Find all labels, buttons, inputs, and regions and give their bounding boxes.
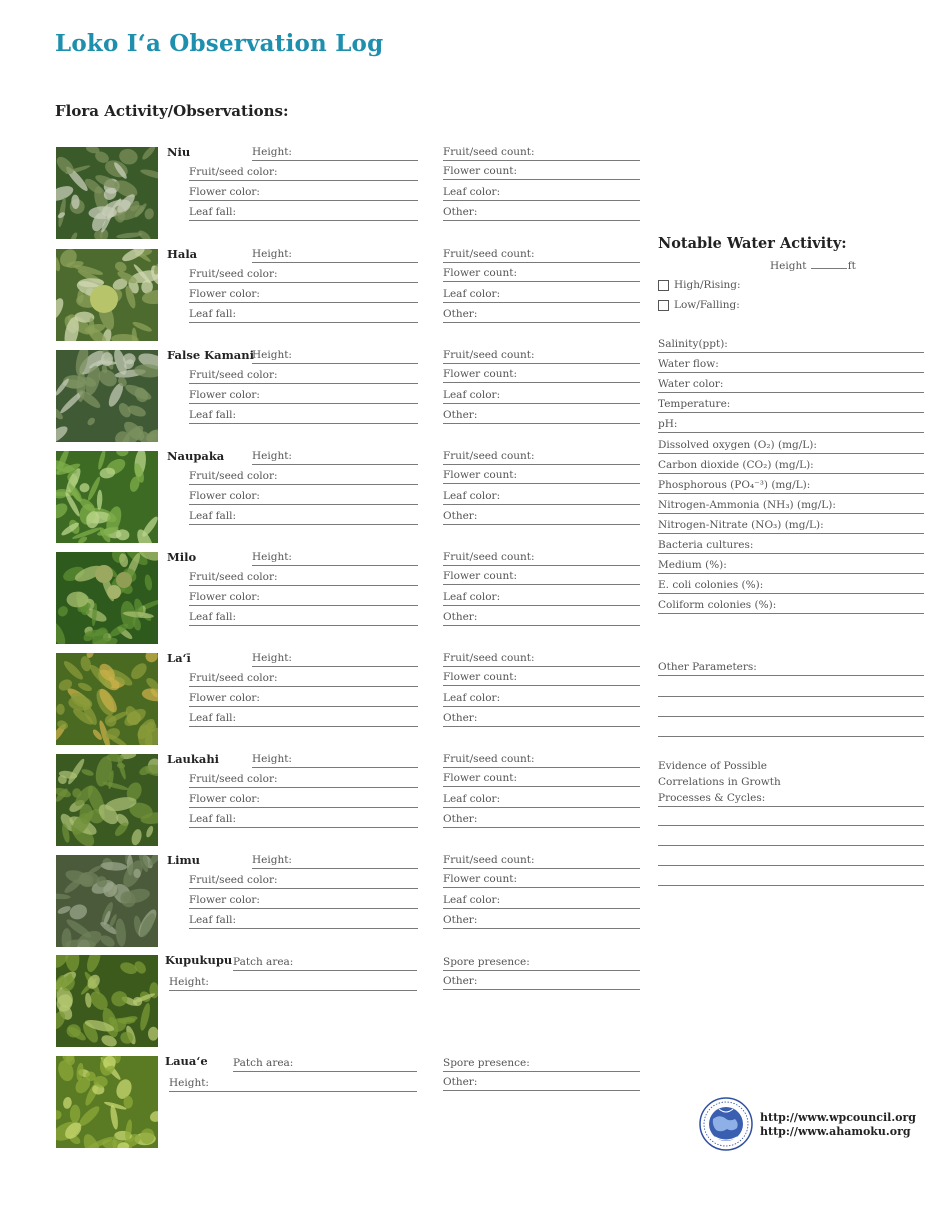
leaf-fall-field-label: Leaf fall: bbox=[189, 611, 237, 623]
evidence-line-1: Evidence of Possible bbox=[658, 760, 768, 772]
fruit-seed-color-field-label: Fruit/seed color: bbox=[189, 874, 278, 886]
other-field-label: Other: bbox=[443, 813, 478, 825]
height-field-label: Height: bbox=[252, 349, 292, 361]
fruit-seed-count-field[interactable] bbox=[443, 551, 640, 566]
flower-color-field-label: Flower color: bbox=[189, 389, 260, 401]
height-field-label: Height: bbox=[252, 248, 292, 260]
water-param-field[interactable] bbox=[658, 599, 924, 614]
evidence-line-3[interactable]: Processes & Cycles: bbox=[658, 790, 924, 807]
leaf-color-field-label: Leaf color: bbox=[443, 591, 501, 603]
patch-area-field-label: Patch area: bbox=[233, 956, 294, 968]
footer-urls bbox=[760, 1111, 916, 1139]
height-field-label: Height: bbox=[252, 146, 292, 158]
fruit-seed-color-field-label: Fruit/seed color: bbox=[189, 268, 278, 280]
flower-count-field[interactable] bbox=[443, 368, 640, 383]
fruit-seed-color-field[interactable] bbox=[189, 874, 418, 889]
leaf-color-field[interactable] bbox=[443, 894, 640, 909]
leaf-fall-field[interactable] bbox=[189, 914, 418, 929]
leaf-fall-field-label: Leaf fall: bbox=[189, 409, 237, 421]
other-field[interactable] bbox=[443, 308, 640, 323]
false-kamani-photo bbox=[56, 350, 158, 442]
flower-count-field-label: Flower count: bbox=[443, 570, 518, 582]
plant-name: Laua‘e bbox=[165, 1054, 208, 1068]
flower-color-field-label: Flower color: bbox=[189, 288, 260, 300]
other-field-label: Other: bbox=[443, 611, 478, 623]
low-falling-row bbox=[658, 299, 740, 313]
water-param-field[interactable] bbox=[658, 499, 924, 514]
fruit-seed-color-field[interactable] bbox=[189, 470, 418, 485]
plant-name: Naupaka bbox=[167, 449, 225, 463]
leaf-color-field[interactable] bbox=[443, 389, 640, 404]
evidence-line[interactable] bbox=[658, 831, 924, 846]
other-parameters-line[interactable] bbox=[658, 702, 924, 717]
fruit-seed-count-field-label: Fruit/seed count: bbox=[443, 450, 535, 462]
other-field[interactable] bbox=[443, 409, 640, 424]
spore-presence-field[interactable] bbox=[443, 1057, 640, 1072]
flower-color-field-label: Flower color: bbox=[189, 793, 260, 805]
flower-color-field[interactable] bbox=[189, 186, 418, 201]
evidence-line[interactable] bbox=[658, 871, 924, 886]
plant-name: Laukahi bbox=[167, 752, 220, 766]
flower-count-field[interactable] bbox=[443, 267, 640, 282]
leaf-color-field[interactable] bbox=[443, 288, 640, 303]
limu-photo bbox=[56, 855, 158, 947]
height-field[interactable] bbox=[169, 1077, 417, 1092]
fruit-seed-count-field-label: Fruit/seed count: bbox=[443, 146, 535, 158]
plant-name: Limu bbox=[167, 853, 200, 867]
leaf-fall-field[interactable] bbox=[189, 510, 418, 525]
water-param-field-label: Phosphorous (PO₄⁻³) (mg/L): bbox=[658, 478, 811, 491]
url-ahamoku[interactable]: http://www.ahamoku.org bbox=[760, 1125, 911, 1138]
water-param-field[interactable] bbox=[658, 378, 924, 393]
flower-count-field-label: Flower count: bbox=[443, 469, 518, 481]
water-param-field-label: Nitrogen-Nitrate (NO₃) (mg/L): bbox=[658, 518, 824, 531]
high-rising-row bbox=[658, 279, 741, 293]
plant-name: Milo bbox=[167, 550, 197, 564]
other-field-label: Other: bbox=[443, 206, 478, 218]
low-falling-label: Low/Falling: bbox=[674, 299, 740, 311]
flower-count-field-label: Flower count: bbox=[443, 671, 518, 683]
other-field[interactable] bbox=[443, 975, 640, 990]
height-field[interactable] bbox=[169, 976, 417, 991]
fruit-seed-color-field[interactable] bbox=[189, 571, 418, 586]
fruit-seed-count-field[interactable] bbox=[443, 248, 640, 263]
leaf-color-field-label: Leaf color: bbox=[443, 894, 501, 906]
water-height-label: Height bbox=[770, 260, 807, 272]
height-field[interactable] bbox=[252, 854, 418, 869]
naupaka-photo bbox=[56, 451, 158, 543]
plant-name: Hala bbox=[167, 247, 198, 261]
fruit-seed-count-field[interactable] bbox=[443, 349, 640, 364]
water-param-field[interactable] bbox=[658, 519, 924, 534]
height-field-label: Height: bbox=[252, 753, 292, 765]
leaf-fall-field-label: Leaf fall: bbox=[189, 914, 237, 926]
leaf-color-field-label: Leaf color: bbox=[443, 490, 501, 502]
other-field[interactable] bbox=[443, 813, 640, 828]
spore-presence-field[interactable] bbox=[443, 956, 640, 971]
fruit-seed-color-field-label: Fruit/seed color: bbox=[189, 773, 278, 785]
water-param-field[interactable] bbox=[658, 579, 924, 594]
height-field-label: Height: bbox=[169, 976, 209, 988]
fruit-seed-count-field-label: Fruit/seed count: bbox=[443, 349, 535, 361]
height-field[interactable] bbox=[252, 652, 418, 667]
height-field-label: Height: bbox=[252, 551, 292, 563]
other-field-label: Other: bbox=[443, 712, 478, 724]
other-field-label: Other: bbox=[443, 510, 478, 522]
flower-color-field-label: Flower color: bbox=[189, 894, 260, 906]
flower-color-field[interactable] bbox=[189, 894, 418, 909]
flower-count-field[interactable] bbox=[443, 772, 640, 787]
water-param-field-label: Dissolved oxygen (O₂) (mg/L): bbox=[658, 438, 817, 451]
leaf-fall-field[interactable] bbox=[189, 308, 418, 323]
flower-color-field[interactable] bbox=[189, 288, 418, 303]
fruit-seed-color-field-label: Fruit/seed color: bbox=[189, 166, 278, 178]
leaf-color-field-label: Leaf color: bbox=[443, 186, 501, 198]
lauae-photo bbox=[56, 1056, 158, 1148]
wpcouncil-globe-logo bbox=[699, 1097, 753, 1151]
leaf-color-field-label: Leaf color: bbox=[443, 692, 501, 704]
leaf-color-field-label: Leaf color: bbox=[443, 389, 501, 401]
water-height bbox=[770, 258, 856, 272]
hala-photo bbox=[56, 249, 158, 341]
flower-count-field-label: Flower count: bbox=[443, 165, 518, 177]
water-param-field-label: Salinity(ppt): bbox=[658, 338, 728, 350]
height-field[interactable] bbox=[252, 450, 418, 465]
height-field[interactable] bbox=[252, 146, 418, 161]
flower-color-field[interactable] bbox=[189, 389, 418, 404]
flower-color-field-label: Flower color: bbox=[189, 591, 260, 603]
fruit-seed-count-field-label: Fruit/seed count: bbox=[443, 248, 535, 260]
fruit-seed-count-field-label: Fruit/seed count: bbox=[443, 854, 535, 866]
water-param-field-label: Temperature: bbox=[658, 398, 731, 411]
flower-count-field-label: Flower count: bbox=[443, 368, 518, 380]
other-field[interactable] bbox=[443, 1076, 640, 1091]
page-title: Loko Iʻa Observation Log bbox=[55, 30, 384, 57]
laukahi-photo bbox=[56, 754, 158, 846]
leaf-fall-field[interactable] bbox=[189, 813, 418, 828]
fruit-seed-color-field[interactable] bbox=[189, 166, 418, 181]
other-parameters-label: Other Parameters: bbox=[658, 661, 757, 673]
fruit-seed-color-field[interactable] bbox=[189, 268, 418, 283]
water-param-field[interactable] bbox=[658, 358, 924, 373]
flower-count-field-label: Flower count: bbox=[443, 873, 518, 885]
height-field-label: Height: bbox=[252, 652, 292, 664]
flower-color-field-label: Flower color: bbox=[189, 490, 260, 502]
flower-color-field-label: Flower color: bbox=[189, 186, 260, 198]
water-param-field[interactable] bbox=[658, 539, 924, 554]
leaf-fall-field[interactable] bbox=[189, 409, 418, 424]
water-param-field-label: Medium (%): bbox=[658, 559, 727, 572]
other-field[interactable] bbox=[443, 914, 640, 929]
coconut-palm-photo bbox=[56, 147, 158, 239]
height-field-label: Height: bbox=[169, 1077, 209, 1089]
water-param-field-label: Coliform colonies (%): bbox=[658, 599, 777, 612]
patch-area-field[interactable] bbox=[233, 1057, 417, 1072]
leaf-color-field[interactable] bbox=[443, 692, 640, 707]
milo-photo bbox=[56, 552, 158, 644]
other-field[interactable] bbox=[443, 510, 640, 525]
leaf-fall-field-label: Leaf fall: bbox=[189, 206, 237, 218]
other-field[interactable] bbox=[443, 712, 640, 727]
fruit-seed-count-field[interactable] bbox=[443, 652, 640, 667]
plant-name: False Kamani bbox=[167, 348, 254, 362]
fruit-seed-color-field[interactable] bbox=[189, 369, 418, 384]
plant-name: Kupukupu bbox=[165, 953, 233, 967]
fruit-seed-color-field[interactable] bbox=[189, 773, 418, 788]
other-field-label: Other: bbox=[443, 308, 478, 320]
fruit-seed-color-field-label: Fruit/seed color: bbox=[189, 470, 278, 482]
leaf-color-field[interactable] bbox=[443, 793, 640, 808]
leaf-color-field[interactable] bbox=[443, 186, 640, 201]
evidence-line[interactable] bbox=[658, 811, 924, 826]
other-field[interactable] bbox=[443, 206, 640, 221]
plant-name: Niu bbox=[167, 145, 191, 159]
water-param-field[interactable] bbox=[658, 479, 924, 494]
leaf-fall-field[interactable] bbox=[189, 712, 418, 727]
other-field-label: Other: bbox=[443, 975, 478, 987]
leaf-fall-field[interactable] bbox=[189, 611, 418, 626]
fruit-seed-count-field-label: Fruit/seed count: bbox=[443, 551, 535, 563]
leaf-color-field-label: Leaf color: bbox=[443, 793, 501, 805]
flora-section-title: Flora Activity/Observations: bbox=[55, 102, 289, 120]
leaf-color-field-label: Leaf color: bbox=[443, 288, 501, 300]
fruit-seed-color-field-label: Fruit/seed color: bbox=[189, 369, 278, 381]
fruit-seed-count-field-label: Fruit/seed count: bbox=[443, 652, 535, 664]
other-field[interactable] bbox=[443, 611, 640, 626]
flower-color-field[interactable] bbox=[189, 490, 418, 505]
height-field[interactable] bbox=[252, 248, 418, 263]
flower-count-field[interactable] bbox=[443, 873, 640, 888]
url-wpcouncil[interactable]: http://www.wpcouncil.org bbox=[760, 1111, 916, 1124]
water-param-field[interactable] bbox=[658, 559, 924, 574]
fruit-seed-count-field[interactable] bbox=[443, 854, 640, 869]
flower-count-field[interactable] bbox=[443, 469, 640, 484]
fruit-seed-count-field-label: Fruit/seed count: bbox=[443, 753, 535, 765]
fruit-seed-count-field[interactable] bbox=[443, 753, 640, 768]
water-param-field[interactable] bbox=[658, 439, 924, 454]
flower-count-field[interactable] bbox=[443, 671, 640, 686]
spore-presence-field-label: Spore presence: bbox=[443, 1057, 530, 1069]
flower-color-field[interactable] bbox=[189, 591, 418, 606]
leaf-fall-field-label: Leaf fall: bbox=[189, 712, 237, 724]
flower-count-field[interactable] bbox=[443, 165, 640, 180]
water-param-field[interactable] bbox=[658, 398, 924, 413]
flower-count-field-label: Flower count: bbox=[443, 772, 518, 784]
lai-photo bbox=[56, 653, 158, 745]
water-height-blank[interactable] bbox=[811, 258, 847, 269]
low-falling-checkbox[interactable] bbox=[658, 300, 669, 311]
evidence-line-2: Correlations in Growth bbox=[658, 776, 781, 788]
flower-color-field[interactable] bbox=[189, 692, 418, 707]
flower-count-field[interactable] bbox=[443, 570, 640, 585]
leaf-fall-field-label: Leaf fall: bbox=[189, 308, 237, 320]
evidence-label bbox=[658, 758, 924, 807]
other-field-label: Other: bbox=[443, 914, 478, 926]
leaf-fall-field[interactable] bbox=[189, 206, 418, 221]
other-parameters-line[interactable] bbox=[658, 722, 924, 737]
leaf-fall-field-label: Leaf fall: bbox=[189, 510, 237, 522]
water-param-field-label: E. coli colonies (%): bbox=[658, 579, 764, 592]
flower-color-field-label: Flower color: bbox=[189, 692, 260, 704]
other-parameters-line[interactable] bbox=[658, 682, 924, 697]
plant-name: La‘ī bbox=[167, 651, 191, 665]
water-param-field-label: Water flow: bbox=[658, 358, 719, 371]
water-section-title: Notable Water Activity: bbox=[658, 235, 847, 252]
height-field[interactable] bbox=[252, 753, 418, 768]
evidence-line[interactable] bbox=[658, 851, 924, 866]
patch-area-field[interactable] bbox=[233, 956, 417, 971]
water-param-field-label: Nitrogen-Ammonia (NH₃) (mg/L): bbox=[658, 498, 836, 511]
leaf-color-field[interactable] bbox=[443, 490, 640, 505]
height-field[interactable] bbox=[252, 551, 418, 566]
leaf-fall-field-label: Leaf fall: bbox=[189, 813, 237, 825]
high-rising-checkbox[interactable] bbox=[658, 280, 669, 291]
other-field-label: Other: bbox=[443, 409, 478, 421]
fruit-seed-count-field[interactable] bbox=[443, 450, 640, 465]
other-field-label: Other: bbox=[443, 1076, 478, 1088]
height-field[interactable] bbox=[252, 349, 418, 364]
water-param-field-label: Water color: bbox=[658, 378, 724, 391]
water-param-field[interactable] bbox=[658, 418, 924, 433]
spore-presence-field-label: Spore presence: bbox=[443, 956, 530, 968]
high-rising-label: High/Rising: bbox=[674, 279, 741, 291]
patch-area-field-label: Patch area: bbox=[233, 1057, 294, 1069]
water-param-field-label: pH: bbox=[658, 418, 678, 431]
water-height-unit: ft bbox=[847, 260, 856, 272]
water-param-field[interactable] bbox=[658, 338, 924, 353]
water-param-field-label: Carbon dioxide (CO₂) (mg/L): bbox=[658, 458, 814, 471]
height-field-label: Height: bbox=[252, 854, 292, 866]
kupukupu-photo bbox=[56, 955, 158, 1047]
fruit-seed-color-field[interactable] bbox=[189, 672, 418, 687]
fruit-seed-color-field-label: Fruit/seed color: bbox=[189, 672, 278, 684]
other-parameters-field[interactable] bbox=[658, 661, 924, 676]
fruit-seed-count-field[interactable] bbox=[443, 146, 640, 161]
height-field-label: Height: bbox=[252, 450, 292, 462]
fruit-seed-color-field-label: Fruit/seed color: bbox=[189, 571, 278, 583]
flower-color-field[interactable] bbox=[189, 793, 418, 808]
leaf-color-field[interactable] bbox=[443, 591, 640, 606]
water-param-field-label: Bacteria cultures: bbox=[658, 539, 754, 551]
flower-count-field-label: Flower count: bbox=[443, 267, 518, 279]
water-param-field[interactable] bbox=[658, 459, 924, 474]
